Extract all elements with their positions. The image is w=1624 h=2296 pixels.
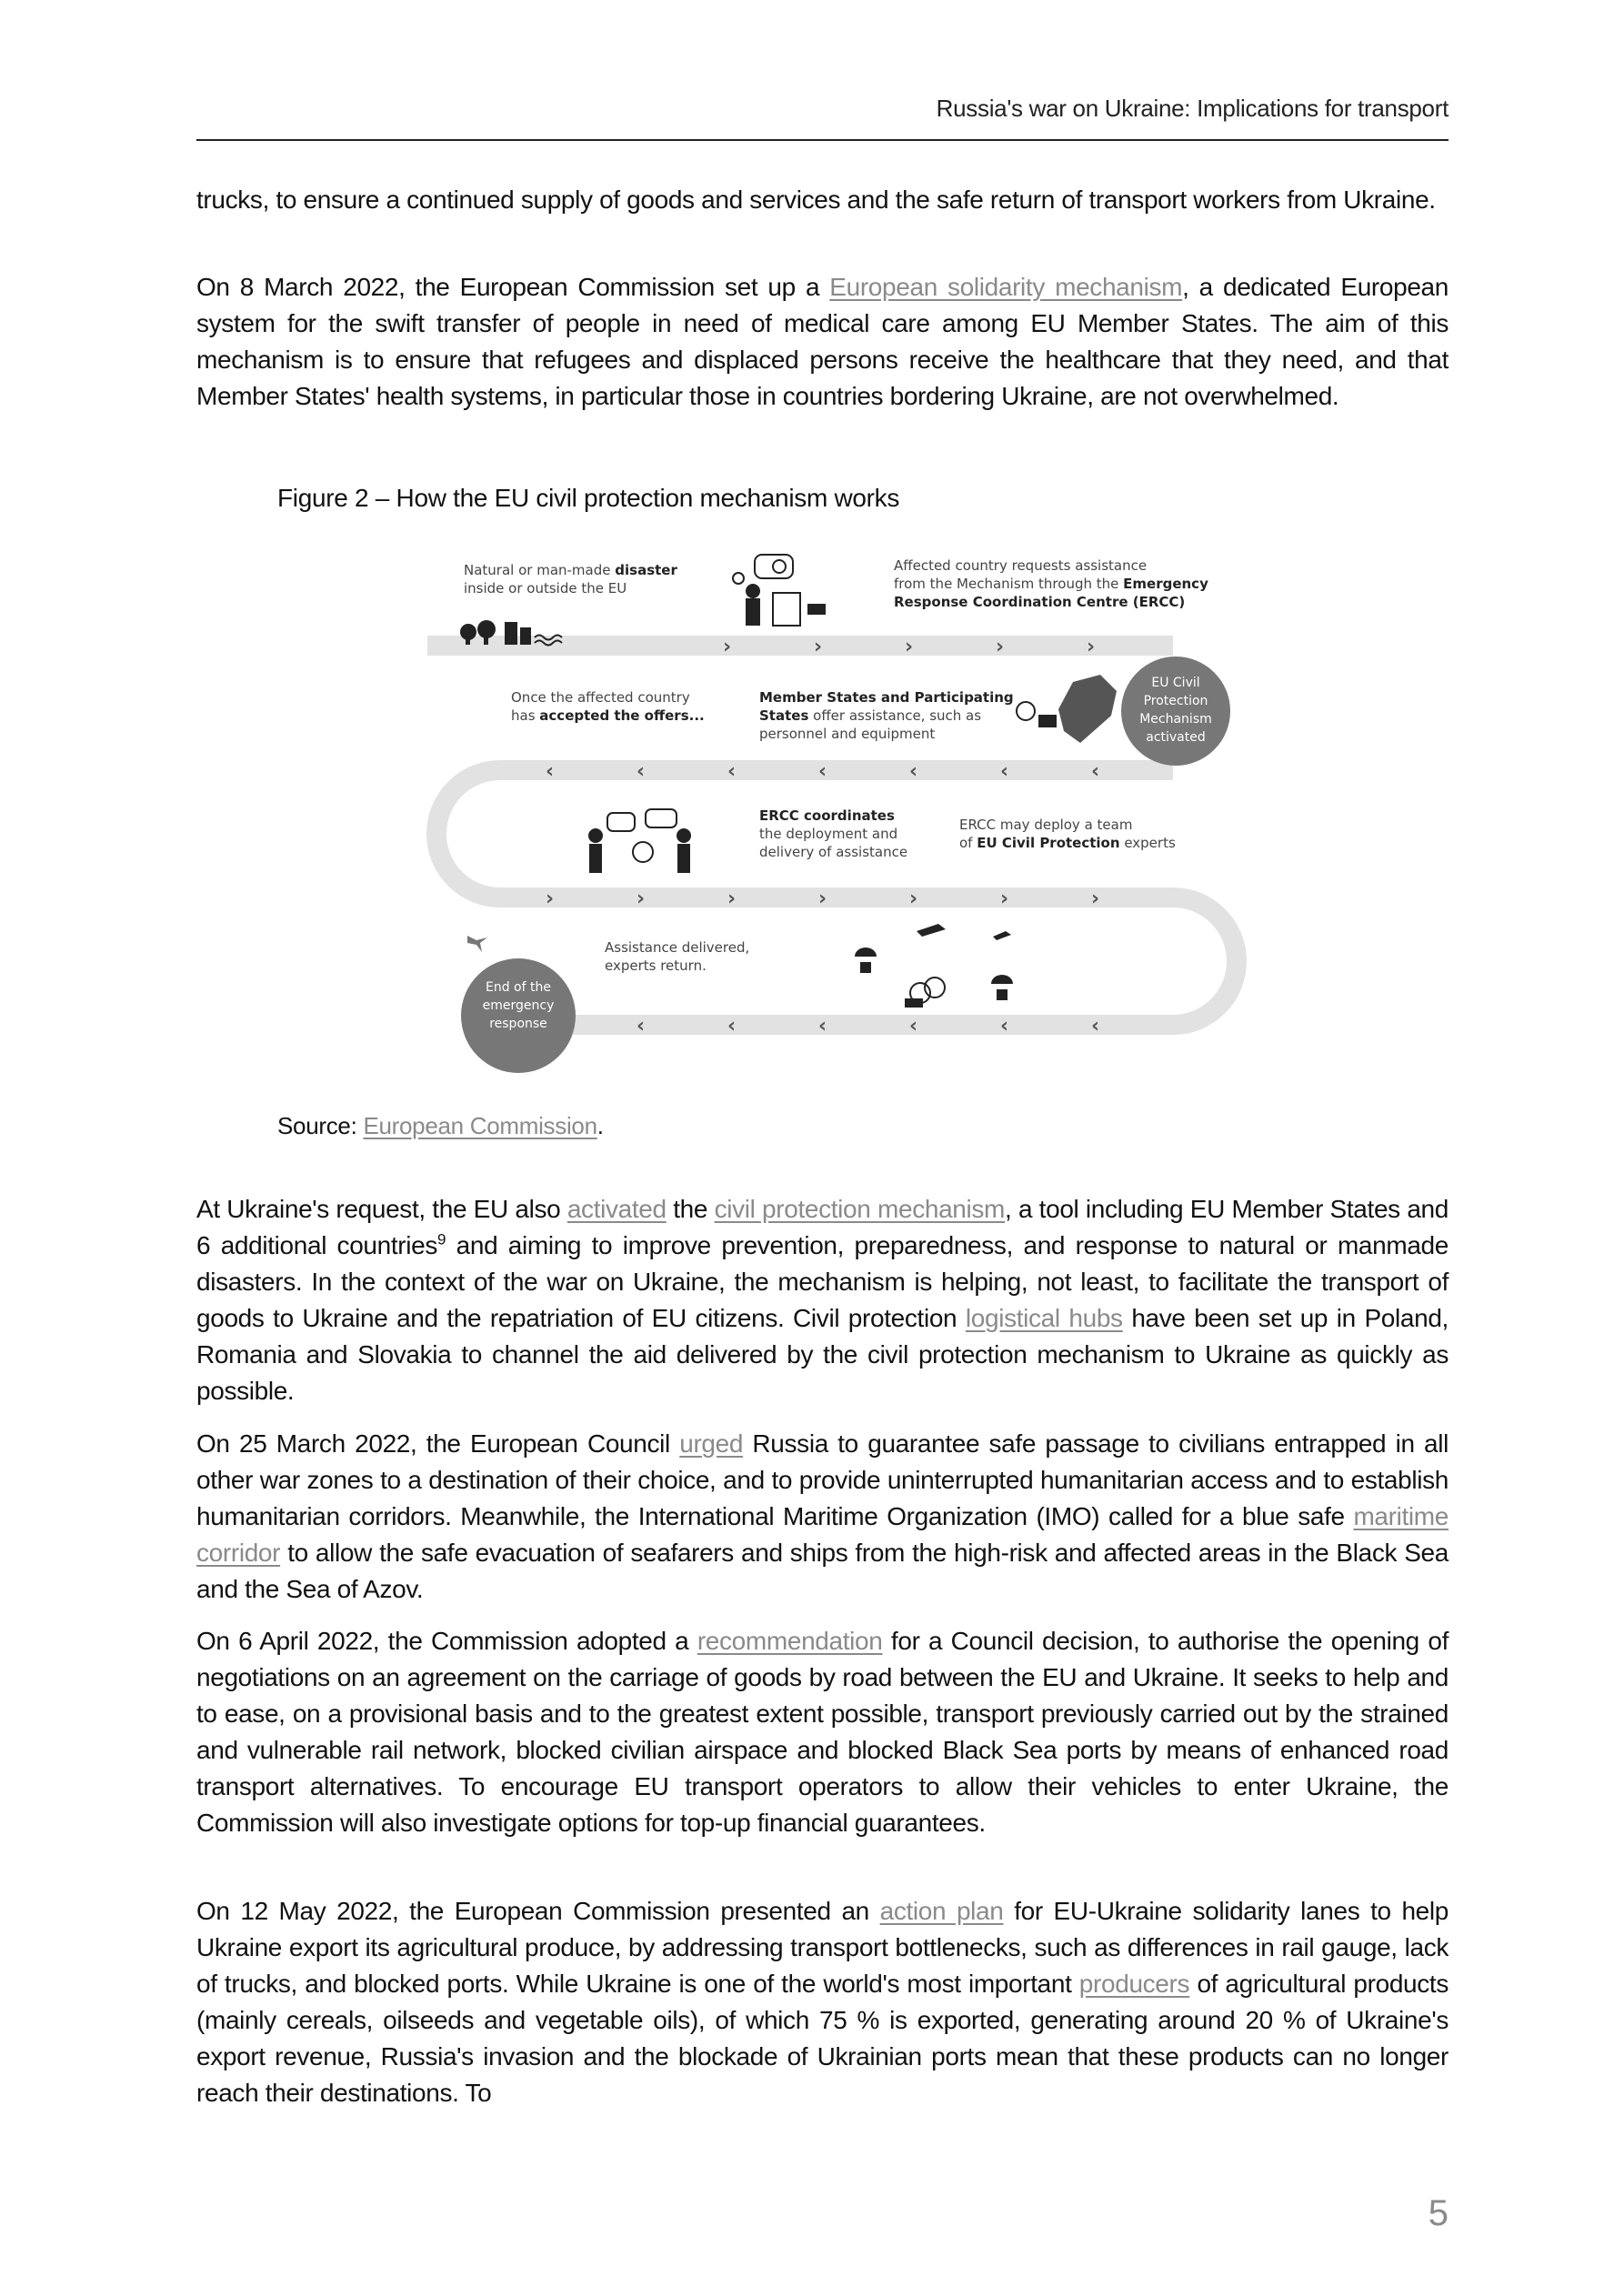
paragraph-2-text-d: and aiming to improve prevention, preparedness, and response to natural or manmade disasters. In the context of the war on Ukraine, the mechanism is helping, not least, to facilitate the transport of goods to Ukraine and the repatriation of EU citizens. Civil protection	[196, 1231, 1449, 1332]
svg-text:›: ›	[814, 636, 823, 658]
svg-text:‹: ‹	[818, 760, 827, 783]
paragraph-0	[196, 182, 1449, 218]
header-rule	[196, 139, 1449, 141]
ercc-coordination-icon	[588, 809, 691, 873]
svg-text:‹: ‹	[1091, 1015, 1100, 1038]
request-text-line1: Affected country requests assistance	[894, 557, 1148, 574]
paragraph-5-text: On 12 May 2022, the European Commission presented an	[196, 1897, 880, 1925]
svg-text:‹: ‹	[637, 1015, 646, 1038]
activated-text-line1: EU Civil	[1151, 676, 1200, 690]
figure-caption: Figure 2 – How the EU civil protection mechanism works	[277, 484, 900, 512]
svg-text:›: ›	[727, 887, 737, 910]
paragraph-1-text: On 8 March 2022, the European Commission set up a	[196, 273, 830, 301]
svg-text:›: ›	[996, 636, 1005, 658]
parachute-delivery-icons	[855, 924, 1013, 1008]
svg-text:‹: ‹	[1000, 1015, 1009, 1038]
paragraph-3-text-b: Russia to guarantee safe passage to civilians entrapped in all other war zones to a destination of their choice, and to provide uninterrupted humanitarian access and to establish humanitarian corridors. Meanwhile, the International Maritime Organization (IMO) called for a blue safe	[196, 1429, 1449, 1530]
accepted-text-line1: Once the affected country	[511, 689, 690, 706]
svg-text:›: ›	[637, 887, 646, 910]
paragraph-3-text: On 25 March 2022, the European Council	[196, 1429, 680, 1458]
paragraph-4-text-b: for a Council decision, to authorise the opening of negotiations on an agreement on the carriage of goods by road between the EU and Ukraine. It seeks to help and to ease, on a provisional basis and to the greatest extent possible, transport previously carried out by the strained and vulnerable rail network, blocked civilian airspace and blocked Black Sea ports by means of enhanced road transport alternatives. To encourage EU transport operators to allow their vehicles to enter Ukraine, the Commission will also investigate options for top-up financial guarantees.	[196, 1627, 1449, 1837]
paragraph-2-text: At Ukraine's request, the EU also	[196, 1195, 567, 1223]
end-text-line3: response	[489, 1017, 547, 1031]
activated-text-line3: Mechanism	[1139, 712, 1212, 727]
figure-source	[277, 1112, 604, 1140]
european-solidarity-mechanism-link[interactable]: European solidarity mechanism	[829, 273, 1183, 301]
paragraph-0-text: trucks, to ensure a continued supply of goods and services and the safe return of transport workers from Ukraine.	[196, 185, 1436, 214]
paragraph-2-text-b: the	[666, 1195, 715, 1223]
delivered-text-line1: Assistance delivered,	[605, 939, 750, 956]
european-commission-source-link[interactable]: European Commission	[363, 1112, 597, 1139]
footnote-marker[interactable]: 9	[437, 1230, 446, 1248]
paragraph-5-text-b: for EU-Ukraine solidarity lanes to help Ukraine export its agricultural produce, by addressing transport bottlenecks, such as differences in rail gauge, lack of trucks, and blocked ports. While Ukraine is one of the world's most important	[196, 1897, 1449, 1998]
logistical-hubs-link[interactable]: logistical hubs	[965, 1304, 1123, 1332]
airplane-icon	[467, 936, 487, 952]
coordinates-text-line2: the deployment and	[759, 826, 898, 842]
end-of-response-circle	[461, 958, 576, 1073]
paragraph-4	[196, 1623, 1449, 1841]
svg-text:‹: ‹	[727, 760, 737, 783]
svg-text:‹: ‹	[909, 760, 918, 783]
mechanism-activated-circle	[1121, 657, 1230, 766]
offer-text-line1: Member States and Participating	[759, 689, 1014, 706]
svg-text:‹: ‹	[546, 760, 555, 783]
offer-text-line3: personnel and equipment	[759, 726, 936, 742]
action-plan-link[interactable]: action plan	[879, 1897, 1004, 1925]
svg-text:›: ›	[905, 636, 914, 658]
end-text-line1: End of the	[486, 980, 551, 995]
paragraph-3	[196, 1426, 1449, 1608]
paragraph-2-text-e: have been set up in Poland, Romania and Slovakia to channel the aid delivered by the civil protection mechanism to Ukraine as quickly as possible.	[196, 1304, 1449, 1405]
coordinates-text-line1: ERCC coordinates	[759, 807, 895, 824]
paragraph-2-text-c: , a tool including EU Member States and 6 additional countries	[196, 1195, 1449, 1259]
running-header: Russia's war on Ukraine: Implications for transport	[936, 95, 1449, 122]
svg-text:›: ›	[546, 887, 555, 910]
disaster-text: Natural or man-made disaster	[464, 562, 677, 578]
paragraph-3-text-c: to allow the safe evacuation of seafarers and ships from the high-risk and affected areas in the Black Sea and the Sea of Azov.	[196, 1539, 1449, 1603]
delivered-text-line2: experts return.	[605, 958, 707, 974]
svg-text:›: ›	[1087, 636, 1096, 658]
urged-link[interactable]: urged	[679, 1429, 744, 1458]
paragraph-5	[196, 1893, 1449, 2111]
activated-text-line4: activated	[1146, 730, 1206, 745]
producers-link[interactable]: producers	[1078, 1970, 1190, 1998]
svg-text:‹: ‹	[637, 760, 646, 783]
coordinates-text-line3: delivery of assistance	[759, 844, 908, 860]
recommendation-link[interactable]: recommendation	[697, 1627, 883, 1655]
paragraph-1	[196, 269, 1449, 415]
maritime-corridor-link[interactable]: maritime corridor	[196, 1502, 1449, 1567]
svg-text:›: ›	[723, 636, 732, 658]
source-label: Source:	[277, 1112, 364, 1139]
civil-protection-mechanism-link[interactable]: civil protection mechanism	[714, 1195, 1006, 1223]
request-text-line3: Response Coordination Centre (ERCC)	[894, 594, 1186, 610]
svg-text:‹: ‹	[818, 1015, 827, 1038]
page-number: 5	[1428, 2193, 1449, 2233]
activated-text-line2: Protection	[1143, 694, 1208, 708]
civil-protection-diagram	[373, 538, 1287, 1091]
activated-link[interactable]: activated	[566, 1195, 667, 1223]
team-text-line2: of EU Civil Protection experts	[959, 835, 1176, 851]
paragraph-5-text-c: of agricultural products (mainly cereals, oilseeds and vegetable oils), of which 75 % is exported, generating around 20 % of Ukraine's export revenue, Russia's invasion and the blockade of Ukrainian ports mean that these products can no longer reach their destinations. To	[196, 1970, 1449, 2107]
paragraph-2	[196, 1191, 1449, 1409]
offer-text-line2: States offer assistance, such as	[759, 707, 982, 724]
request-assistance-icon	[733, 555, 826, 626]
svg-text:›: ›	[818, 887, 827, 910]
svg-text:›: ›	[909, 887, 918, 910]
europe-map-icon	[1017, 675, 1117, 743]
end-text-line2: emergency	[482, 998, 555, 1013]
svg-text:‹: ‹	[1000, 760, 1009, 783]
svg-text:›: ›	[1091, 887, 1100, 910]
source-end: .	[596, 1112, 604, 1139]
team-text-line1: ERCC may deploy a team	[959, 817, 1133, 833]
accepted-text-line2: has accepted the offers...	[511, 707, 705, 724]
svg-text:‹: ‹	[1091, 760, 1100, 783]
paragraph-1-text-cont: , a dedicated European system for the swift transfer of people in need of medical care among EU Member States. The aim of this mechanism is to ensure that refugees and displaced persons receive the healthcare that they need, and that Member States' health systems, in particular those in countries bordering Ukraine, are not overwhelmed.	[196, 273, 1449, 410]
request-text-line2: from the Mechanism through the Emergency	[894, 576, 1208, 592]
disaster-text-line2: inside or outside the EU	[464, 580, 627, 597]
paragraph-4-text: On 6 April 2022, the Commission adopted a	[196, 1627, 697, 1655]
svg-text:‹: ‹	[727, 1015, 737, 1038]
svg-text:‹: ‹	[909, 1015, 918, 1038]
svg-text:›: ›	[1000, 887, 1009, 910]
